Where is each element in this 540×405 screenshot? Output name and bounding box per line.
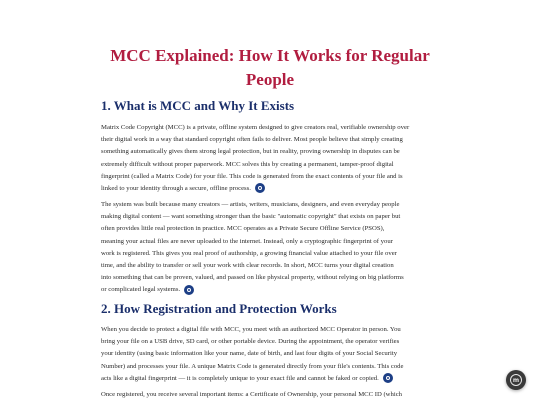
paragraph-line: acts like a digital fingerprint — it is completely unique to your exact file and cannot be faked or copied. bbox=[101, 374, 379, 382]
paragraph-line: Once registered, you receive several important items: a Certificate of Ownership, your personal MCC ID (which bbox=[101, 391, 403, 398]
page-title bbox=[60, 44, 480, 92]
paragraph-line: Number) and processes your file. A unique Matrix Code is generated directly from your file's contents. This code bbox=[101, 362, 404, 370]
paragraph-line: time, and the ability to transfer or sell your work with clear records. In short, MCC turns your digital creation bbox=[101, 262, 394, 270]
speaker-icon[interactable] bbox=[255, 183, 265, 193]
speaker-icon[interactable] bbox=[184, 285, 194, 295]
reader-mode-button[interactable] bbox=[506, 370, 526, 390]
reader-mode-glyph: m bbox=[512, 376, 520, 384]
paragraph-line: something automatically gives them strong legal protection, but in reality, proving ownership in disputes can be bbox=[101, 148, 400, 156]
paragraph-line: Matrix Code Copyright (MCC) is a private, offline system designed to give creators real, verifiable ownership over bbox=[101, 124, 410, 131]
paragraph-line: work is registered. This gives you real proof of authorship, a growing financial value attached to your file over bbox=[101, 249, 397, 257]
reader-mode-icon bbox=[510, 374, 522, 386]
section-heading: 2. How Registration and Protection Works bbox=[101, 301, 337, 316]
speaker-icon[interactable] bbox=[383, 373, 393, 383]
paragraph bbox=[101, 122, 441, 195]
paragraph-line: your identity (using basic information like your name, date of birth, and last four digits of your Social Security bbox=[101, 350, 398, 358]
section-heading: 1. What is MCC and Why It Exists bbox=[101, 98, 295, 113]
paragraph-line: often provides little real protection in practice. MCC operates as a Private Secure Offline Service (PSOS), bbox=[101, 225, 385, 233]
paragraph-line: The system was built because many creators — artists, writers, musicians, designers, and even everyday people bbox=[101, 201, 400, 208]
paragraph-line: their digital work in a way that standard copyright often fails to deliver. Most people believe that simply creating bbox=[101, 136, 403, 144]
paragraph bbox=[101, 199, 441, 297]
page-title-line: People bbox=[245, 70, 295, 89]
paragraph-line: making digital content — want something stronger than the basic "automatic copyright" that exists on paper but bbox=[101, 213, 401, 221]
paragraph bbox=[101, 389, 441, 401]
paragraph-line: or complicated legal systems. bbox=[101, 286, 181, 294]
paragraph-line: fingerprint (called a Matrix Code) for your file. This code is generated from the exact contents of your file and is bbox=[101, 172, 403, 180]
paragraph bbox=[101, 324, 441, 385]
paragraph-line: linked to your identity through a secure, offline process. bbox=[101, 185, 251, 193]
paragraph-line: bring your file on a USB drive, SD card, or other portable device. During the appointment, the operator verifies bbox=[101, 338, 400, 346]
paragraph-line: When you decide to protect a digital file with MCC, you meet with an authorized MCC Operator in person. You bbox=[101, 326, 401, 333]
paragraph-line: extremely difficult without proper paperwork. MCC solves this by creating a permanent, tamper-proof digital bbox=[101, 160, 394, 168]
paragraph-line: meaning your actual files are never uploaded to the internet. Instead, only a cryptographic fingerprint of your bbox=[101, 237, 393, 245]
page-title-line: MCC Explained: How It Works for Regular bbox=[110, 46, 430, 65]
paragraph-line: into something that can be proven, valued, and passed on like physical property, without relying on big platforms bbox=[101, 274, 404, 282]
